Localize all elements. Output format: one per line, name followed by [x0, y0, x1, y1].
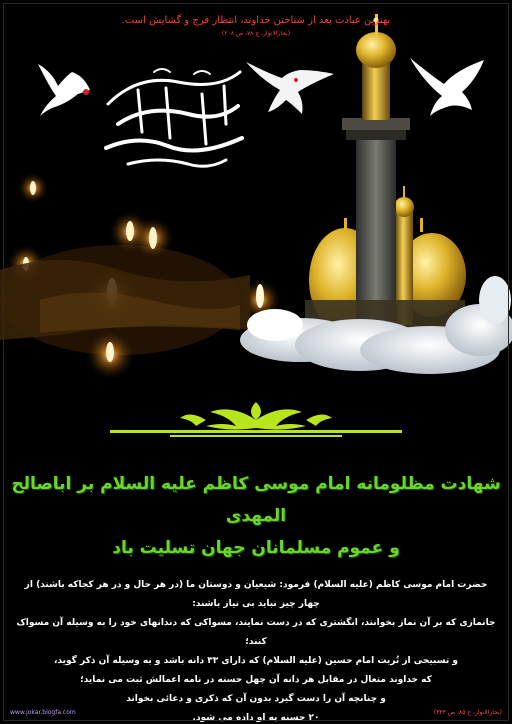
- calligraphy-logo: [98, 64, 248, 176]
- headline-line-2: و عموم مسلمانان جهان تسلیت باد: [112, 538, 400, 558]
- hadith-line: و چنانچه آن را دست گیرد بدون آن که ذکری و دعائی بخواند: [126, 694, 386, 704]
- condolence-headline: [10, 468, 502, 564]
- hadith-line: و تسبیحی از تُربت امام حسین (علیه السلام) که دارای ۳۳ دانه باشد و به وسیله آن ذکر گوید،: [54, 656, 458, 666]
- dove-center-icon: [246, 62, 334, 114]
- footer-reference: (بحارالانوار، ج ۸۵، ص ۳۳۳): [433, 709, 502, 716]
- dove-right-icon: [410, 58, 484, 116]
- hadith-line: حضرت امام موسی کاظم (علیه السلام) فرمود: شیعیان و دوستان ما (در هر حال و در هر کجاکه باشند) از چهار چیز نباید بی نیاز باشند:: [24, 580, 488, 609]
- headline-line-1: شهادت مظلومانه امام موسی کاظم علیه السلام بر اباصالح المهدی: [11, 474, 501, 526]
- candles: [0, 172, 282, 381]
- ornamental-divider: [110, 398, 402, 442]
- top-hadith-reference: (بحارالانوار، ج ۷۸، ص ۲۰۸): [221, 30, 291, 37]
- dove-left-icon: [38, 64, 90, 116]
- shrine: [305, 14, 466, 340]
- website-link[interactable]: www.jokar.blogfa.com: [10, 709, 76, 716]
- hadith-line: که خداوند متعال در مقابل هر دانه آن چهل حسنه در نامه اعمالش ثبت می نماید؛: [80, 675, 432, 685]
- hadith-body: [16, 576, 496, 724]
- top-hadith-quote: بهترین عبادت بعد از شناختن خداوند، انتظار فرج و گشایش است.: [121, 15, 391, 26]
- hadith-line: جانمازی که بر آن نماز بخوانند، انگشتری که در دست نمایند، مسواکی که دندانهای خود را به وسیله آن مسواک کنند؛: [16, 618, 496, 647]
- hadith-line: ۲۰ حسنه به او داده می شود.: [192, 713, 320, 723]
